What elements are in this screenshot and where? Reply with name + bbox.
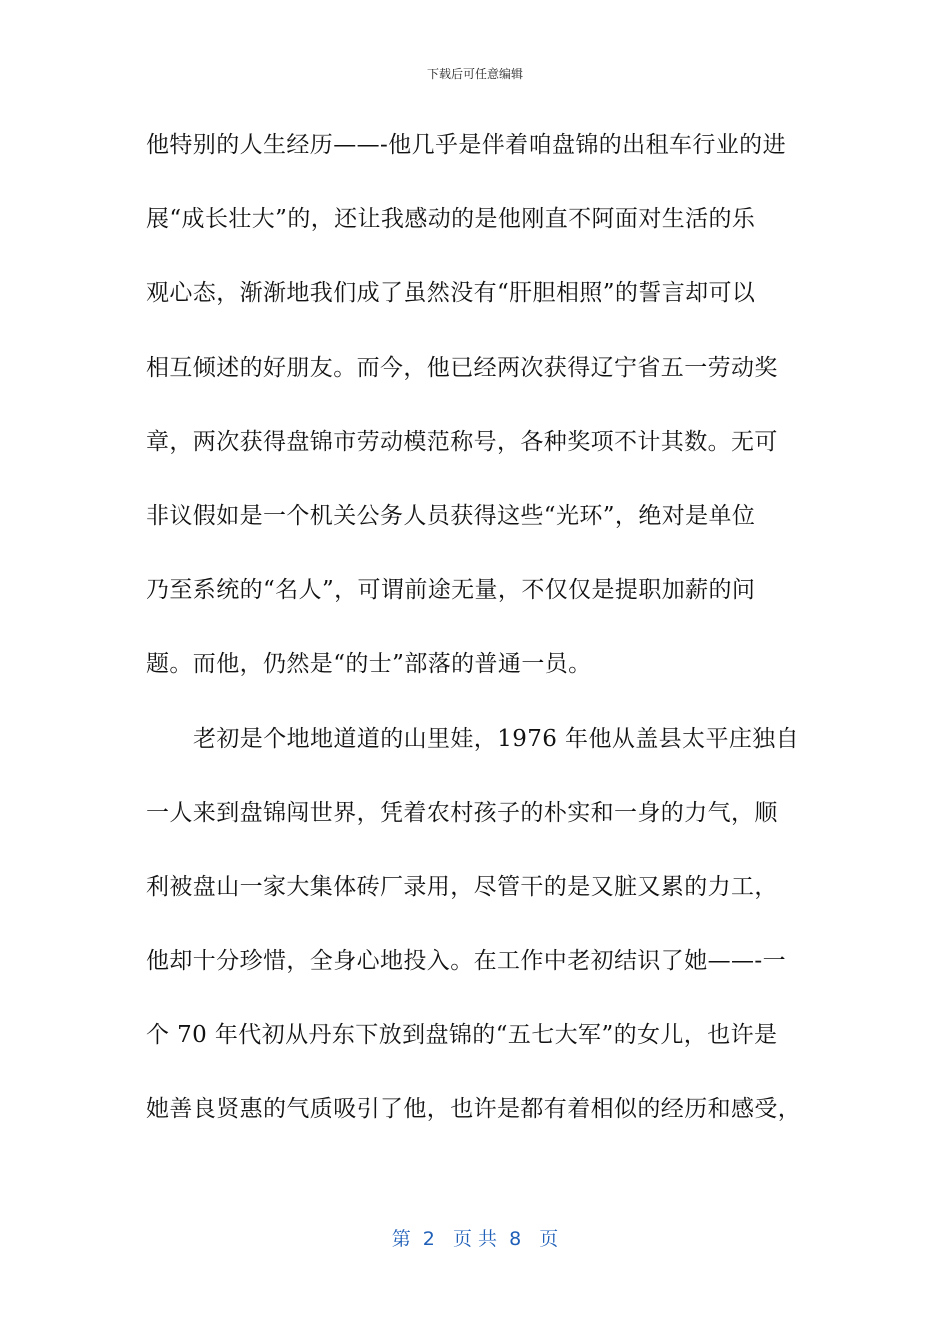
text-line: 一人来到盘锦闯世界，凭着农村孩子的朴实和一身的力气，顺 [146,799,778,826]
text-line: 利被盘山一家大集体砖厂录用，尽管干的是又脏又累的力工， [146,873,778,900]
text-line: 他特别的人生经历——-他几乎是伴着咱盘锦的出租车行业的进 [146,132,786,158]
page-header: 下载后可任意编辑 [426,67,523,81]
text-line: 题。而他，仍然是“的士”部落的普通一员。 [146,651,592,678]
document-body [146,108,806,1147]
page-number: 第 2 页 共 8 页 [391,1228,559,1250]
text-line: 个 70 年代初从丹东下放到盘锦的“五七大军”的女儿，也许是 [146,1022,778,1049]
text-line: 章，两次获得盘锦市劳动模范称号，各种奖项不计其数。无可 [146,428,778,455]
text-line: 展“成长壮大”的，还让我感动的是他刚直不阿面对生活的乐 [146,206,756,233]
text-line: 非议假如是一个机关公务人员获得这些“光环”，绝对是单位 [146,502,756,529]
text-line: 乃至系统的“名人”，可谓前途无量，不仅仅是提职加薪的问 [146,577,756,604]
paragraph-start-line: 老初是个地地道道的山里娃，1976 年他从盖县太平庄独自 [193,725,800,752]
text-line: 观心态，渐渐地我们成了虽然没有“肝胆相照”的誓言却可以 [146,280,756,307]
text-line: 相互倾述的好朋友。而今，他已经两次获得辽宁省五一劳动奖 [146,354,778,381]
text-line: 他却十分珍惜，全身心地投入。在工作中老初结识了她——-一 [146,948,786,975]
text-line: 她善良贤惠的气质吸引了他，也许是都有着相似的经历和感受， [146,1096,802,1123]
